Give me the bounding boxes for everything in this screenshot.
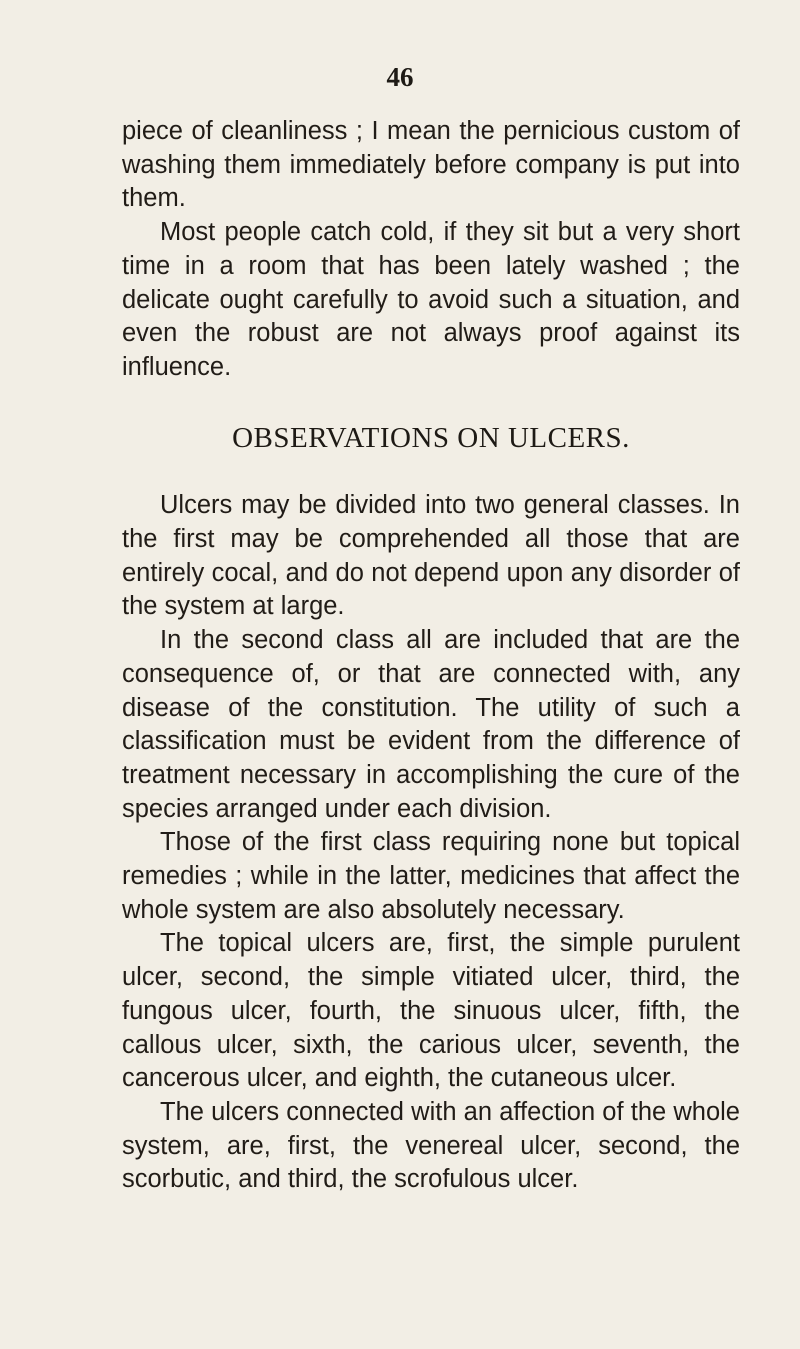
- section-heading: OBSERVATIONS ON ULCERS.: [232, 421, 630, 454]
- paragraph: In the second class all are included that are the consequence of, or that are connected with, any disease of the constitution. The utility of such a classification must be evident from the difference of treatment necessary in accomplishing the cure of the species arranged under each division.: [122, 626, 740, 823]
- page-number: 46: [386, 62, 414, 92]
- paragraph: piece of cleanliness ; I mean the pernicious custom of washing them immediately before company is put into them.: [122, 117, 740, 213]
- body-text: [122, 115, 740, 1197]
- paragraph: The topical ulcers are, first, the simple purulent ulcer, second, the simple vitiated ulcer, third, the fungous ulcer, fourth, the sinuous ulcer, fifth, the callous ulcer, sixth, the carious ulcer, seventh, the cancerous ulcer, and eighth, the cutaneous ulcer.: [122, 929, 740, 1093]
- paragraph: Those of the first class requiring none but topical remedies ; while in the latter, medicines that affect the whole system are also absolutely necessary.: [122, 828, 740, 924]
- paragraph: Most people catch cold, if they sit but a very short time in a room that has been lately washed ; the delicate ought carefully to avoid such a situation, and even the robust are not always proof against its influence.: [122, 218, 740, 381]
- paragraph: Ulcers may be divided into two general classes. In the first may be comprehended all those that are entirely cocal, and do not depend upon any disorder of the system at large.: [122, 491, 740, 621]
- paragraph: The ulcers connected with an affection of the whole system, are, first, the venereal ulcer, second, the scorbutic, and third, the scrofulous ulcer.: [122, 1097, 740, 1194]
